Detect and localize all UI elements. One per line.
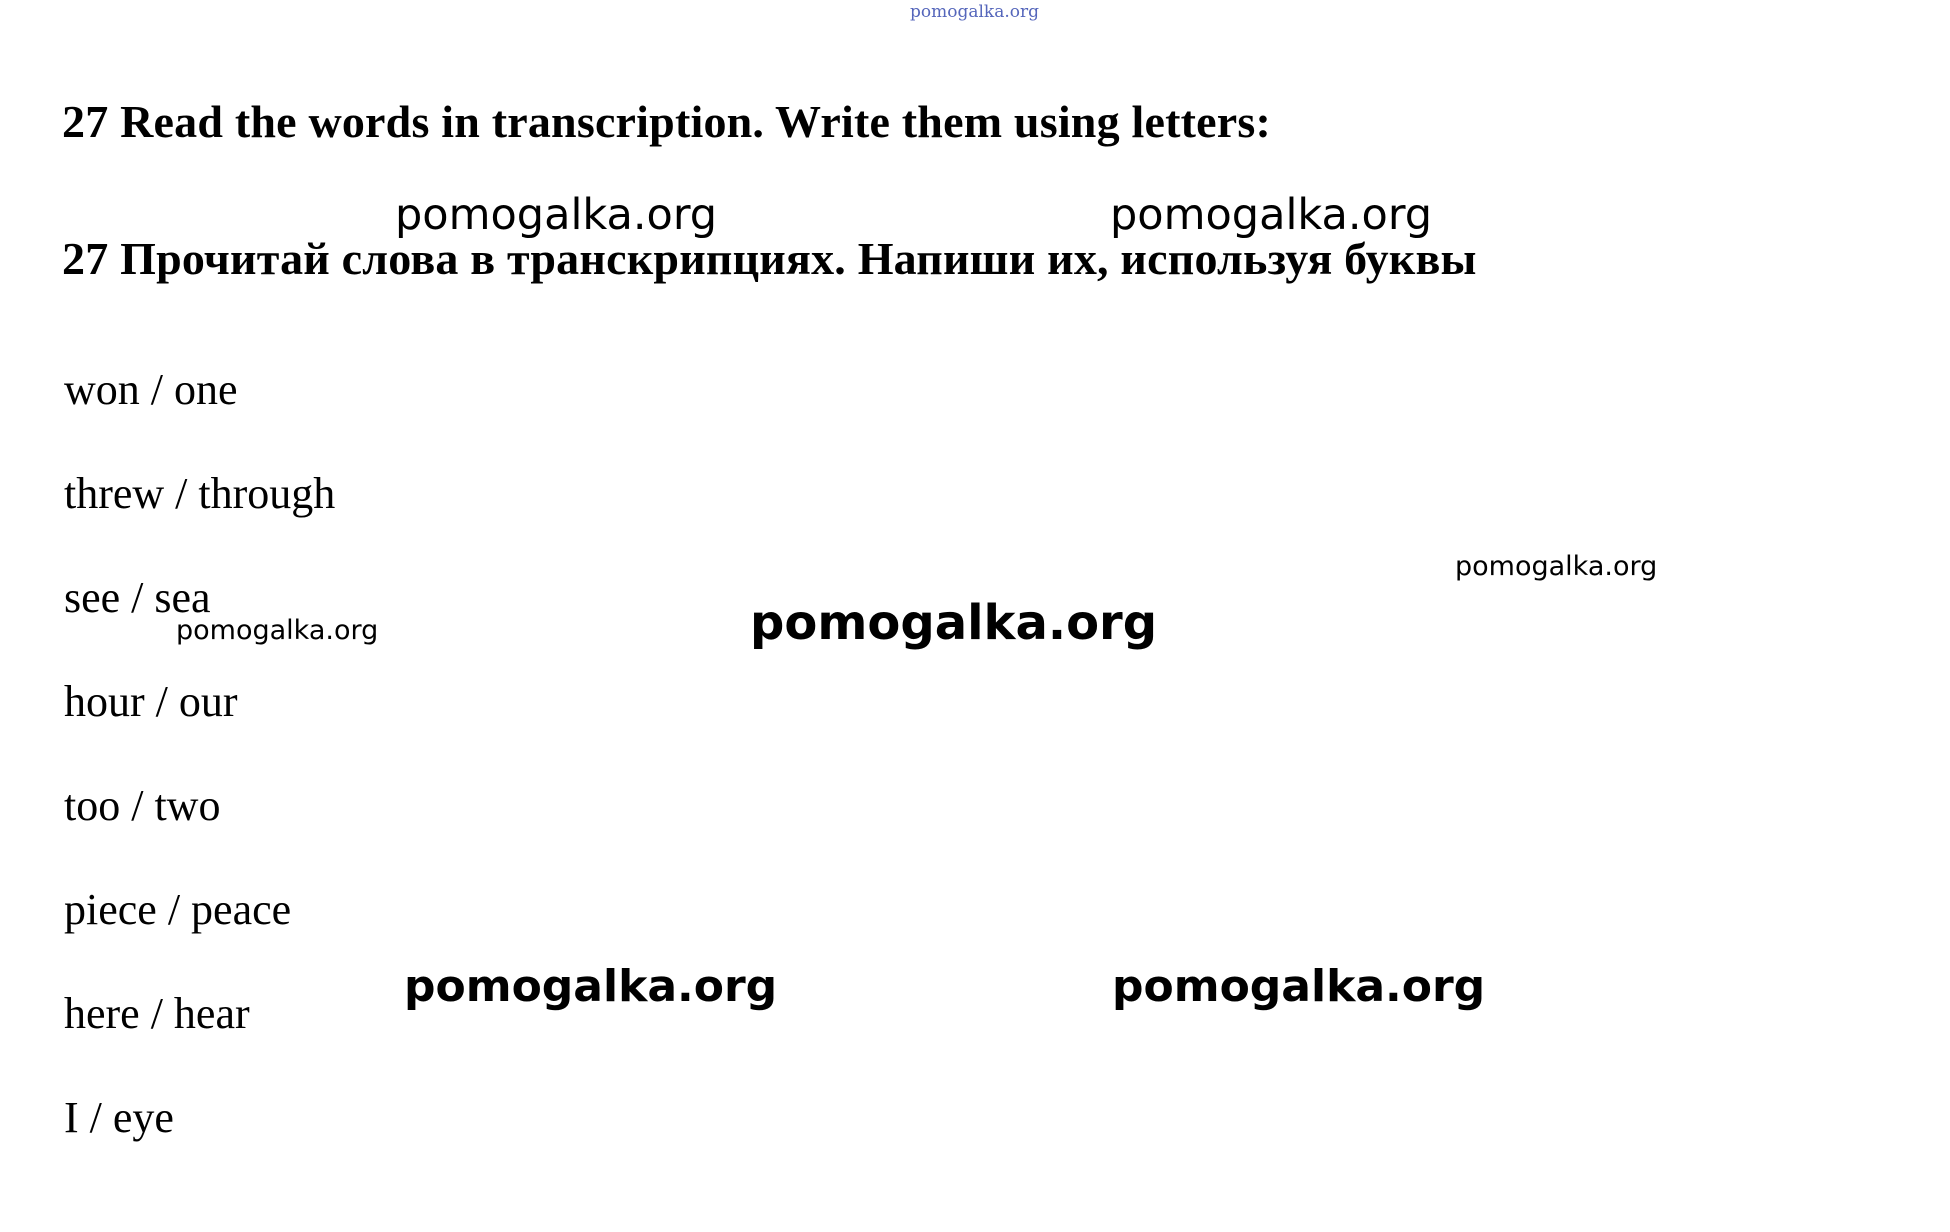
exercise-heading-english: 27 Read the words in transcription. Write them using letters:: [62, 96, 1271, 147]
list-item: here / hear: [64, 989, 250, 1038]
list-item: piece / peace: [64, 885, 292, 934]
exercise-heading-russian: 27 Прочитай слова в транскрипциях. Напиши их, используя буквы: [62, 233, 1477, 284]
watermark-small-left: pomogalka.org: [176, 615, 379, 646]
watermark-center: pomogalka.org: [750, 595, 1158, 651]
watermark-upper-right: pomogalka.org: [1455, 551, 1658, 582]
watermark-lower-left: pomogalka.org: [404, 961, 778, 1012]
list-item: threw / through: [64, 469, 336, 518]
watermark-top: pomogalka.org: [910, 2, 1040, 22]
list-item: see / sea: [64, 573, 211, 622]
watermark-heading-left: pomogalka.org: [395, 190, 718, 240]
watermark-heading-right: pomogalka.org: [1110, 190, 1433, 240]
list-item: hour / our: [64, 677, 238, 726]
list-item: won / one: [64, 365, 238, 414]
list-item: too / two: [64, 781, 221, 830]
word-pair-list: [64, 338, 764, 1170]
watermark-lower-right: pomogalka.org: [1112, 961, 1486, 1012]
list-item: I / eye: [64, 1093, 174, 1142]
